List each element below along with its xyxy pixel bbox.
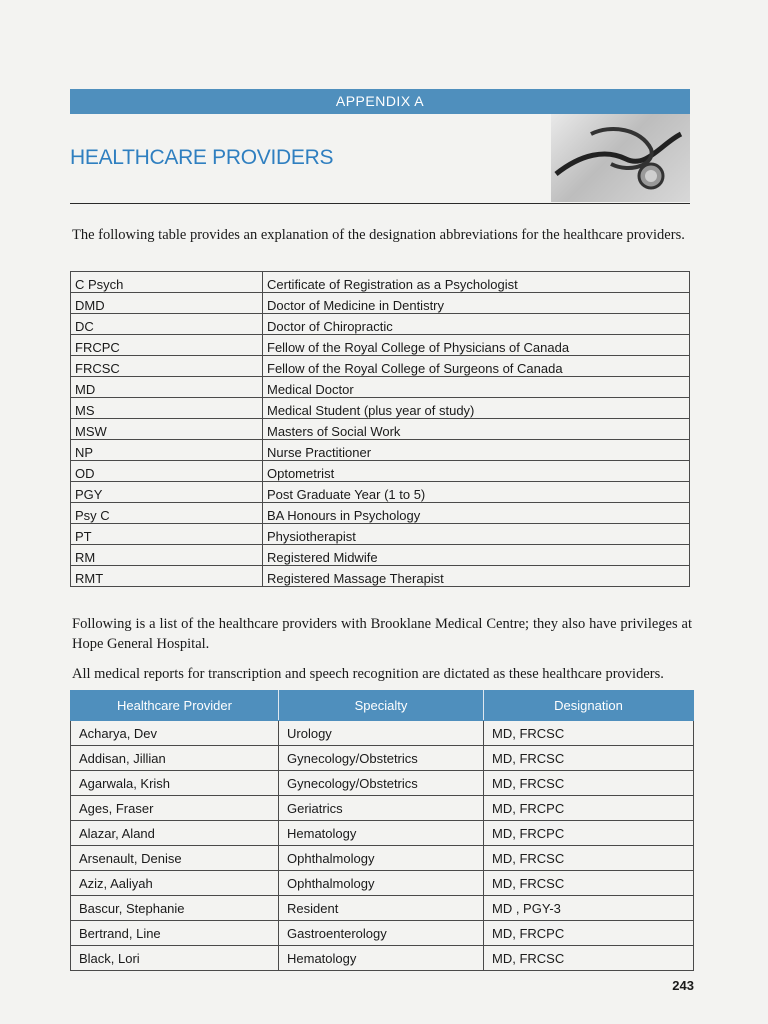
abbreviation-row [71, 377, 690, 398]
column-header-provider: Healthcare Provider [71, 691, 279, 721]
provider-designation: MD, FRCSC [484, 746, 694, 771]
abbreviation-code: DC [71, 314, 263, 335]
abbreviation-code: DMD [71, 293, 263, 314]
provider-specialty: Ophthalmology [279, 871, 484, 896]
abbreviation-row [71, 398, 690, 419]
provider-specialty: Urology [279, 721, 484, 746]
provider-row [71, 721, 694, 746]
provider-name: Ages, Fraser [71, 796, 279, 821]
column-header-specialty: Specialty [279, 691, 484, 721]
provider-row [71, 896, 694, 921]
provider-row [71, 946, 694, 971]
providers-intro: Following is a list of the healthcare providers with Brooklane Medical Centre; they also have privileges at Hope General Hospital. [72, 616, 692, 652]
abbreviation-row [71, 272, 690, 293]
provider-name: Aziz, Aaliyah [71, 871, 279, 896]
abbreviation-code: MSW [71, 419, 263, 440]
abbreviation-meaning: Optometrist [263, 461, 690, 482]
abbreviation-meaning: Doctor of Medicine in Dentistry [263, 293, 690, 314]
provider-designation: MD, FRCPC [484, 796, 694, 821]
provider-name: Addisan, Jillian [71, 746, 279, 771]
abbreviation-row [71, 356, 690, 377]
provider-specialty: Ophthalmology [279, 846, 484, 871]
provider-row [71, 821, 694, 846]
abbreviation-code: MS [71, 398, 263, 419]
abbreviation-row [71, 314, 690, 335]
provider-name: Bascur, Stephanie [71, 896, 279, 921]
abbreviation-code: FRCSC [71, 356, 263, 377]
header-divider [70, 203, 690, 204]
column-header-designation: Designation [484, 691, 694, 721]
abbreviation-meaning: Fellow of the Royal College of Physicians of Canada [263, 335, 690, 356]
abbreviation-row [71, 524, 690, 545]
abbreviations-table [70, 271, 690, 587]
abbreviation-code: Psy C [71, 503, 263, 524]
abbreviation-code: NP [71, 440, 263, 461]
provider-specialty: Hematology [279, 821, 484, 846]
provider-row [71, 771, 694, 796]
abbreviation-meaning: Registered Massage Therapist [263, 566, 690, 587]
abbreviation-meaning: Registered Midwife [263, 545, 690, 566]
provider-specialty: Geriatrics [279, 796, 484, 821]
provider-designation: MD, FRCSC [484, 771, 694, 796]
abbreviation-row [71, 440, 690, 461]
abbreviation-meaning: Medical Doctor [263, 377, 690, 398]
dictation-note: All medical reports for transcription and speech recognition are dictated as these healthcare providers. [72, 666, 664, 682]
provider-name: Agarwala, Krish [71, 771, 279, 796]
abbreviation-meaning: Masters of Social Work [263, 419, 690, 440]
abbreviation-code: OD [71, 461, 263, 482]
abbreviation-code: PGY [71, 482, 263, 503]
provider-designation: MD, FRCPC [484, 821, 694, 846]
provider-row [71, 871, 694, 896]
provider-specialty: Gynecology/Obstetrics [279, 771, 484, 796]
abbreviation-row [71, 482, 690, 503]
provider-designation: MD, FRCSC [484, 846, 694, 871]
abbreviation-row [71, 419, 690, 440]
abbreviation-code: PT [71, 524, 263, 545]
abbreviation-meaning: Certificate of Registration as a Psychologist [263, 272, 690, 293]
provider-row [71, 921, 694, 946]
provider-name: Alazar, Aland [71, 821, 279, 846]
page-title: HEALTHCARE PROVIDERS [70, 146, 334, 169]
abbreviation-code: RM [71, 545, 263, 566]
abbreviation-meaning: Medical Student (plus year of study) [263, 398, 690, 419]
provider-specialty: Gastroenterology [279, 921, 484, 946]
abbreviation-row [71, 545, 690, 566]
provider-name: Acharya, Dev [71, 721, 279, 746]
abbreviation-meaning: Post Graduate Year (1 to 5) [263, 482, 690, 503]
providers-table [70, 690, 694, 971]
abbreviation-code: C Psych [71, 272, 263, 293]
abbreviation-row [71, 503, 690, 524]
abbreviation-meaning: Nurse Practitioner [263, 440, 690, 461]
provider-row [71, 796, 694, 821]
provider-specialty: Gynecology/Obstetrics [279, 746, 484, 771]
intro-paragraph: The following table provides an explanation of the designation abbreviations for the healthcare providers. [72, 227, 685, 243]
provider-specialty: Resident [279, 896, 484, 921]
provider-designation: MD , PGY-3 [484, 896, 694, 921]
appendix-banner: APPENDIX A [70, 89, 690, 114]
abbreviation-row [71, 293, 690, 314]
provider-row [71, 846, 694, 871]
abbreviation-code: FRCPC [71, 335, 263, 356]
provider-name: Arsenault, Denise [71, 846, 279, 871]
stethoscope-image [551, 114, 690, 202]
abbreviation-row [71, 335, 690, 356]
provider-designation: MD, FRCPC [484, 921, 694, 946]
provider-name: Bertrand, Line [71, 921, 279, 946]
provider-designation: MD, FRCSC [484, 871, 694, 896]
provider-specialty: Hematology [279, 946, 484, 971]
abbreviation-meaning: Doctor of Chiropractic [263, 314, 690, 335]
abbreviation-row [71, 461, 690, 482]
abbreviation-row [71, 566, 690, 587]
abbreviation-code: MD [71, 377, 263, 398]
abbreviation-meaning: Physiotherapist [263, 524, 690, 545]
provider-designation: MD, FRCSC [484, 946, 694, 971]
provider-name: Black, Lori [71, 946, 279, 971]
abbreviation-code: RMT [71, 566, 263, 587]
abbreviation-meaning: BA Honours in Psychology [263, 503, 690, 524]
abbreviation-meaning: Fellow of the Royal College of Surgeons of Canada [263, 356, 690, 377]
page-number: 243 [672, 978, 694, 993]
provider-designation: MD, FRCSC [484, 721, 694, 746]
provider-row [71, 746, 694, 771]
